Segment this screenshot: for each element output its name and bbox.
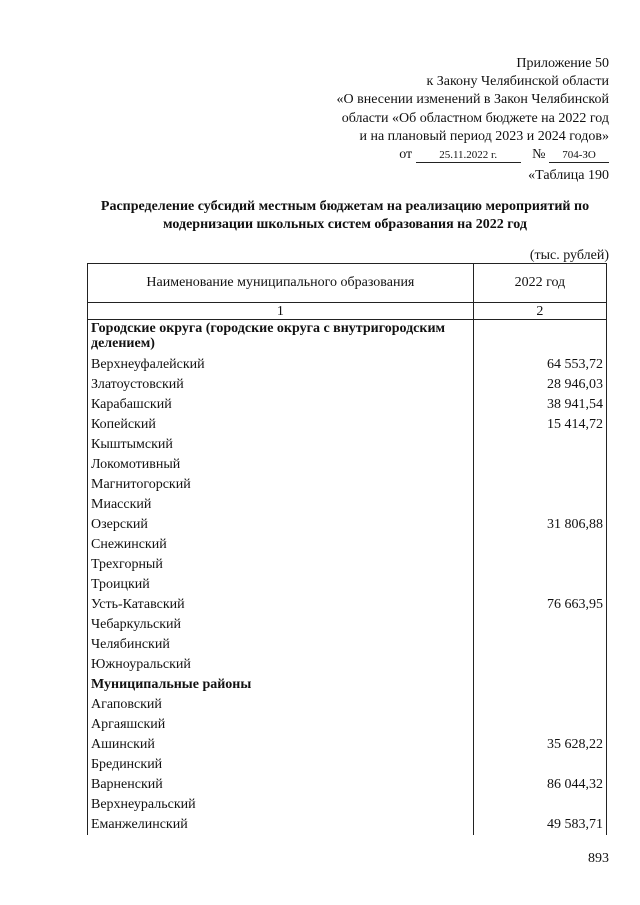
subsidy-value xyxy=(473,615,606,635)
municipality-name: Кыштымский xyxy=(88,435,474,455)
municipality-name: Златоустовский xyxy=(88,375,474,395)
subsidy-value xyxy=(473,655,606,675)
number-label: № xyxy=(532,147,546,163)
subsidy-value xyxy=(473,495,606,515)
municipality-name: Миасский xyxy=(88,495,474,515)
column-number-1: 1 xyxy=(88,303,474,320)
subsidy-value xyxy=(473,320,606,356)
table-body xyxy=(88,320,607,836)
table-row xyxy=(88,755,607,775)
table-row xyxy=(88,495,607,515)
subsidy-value: 35 628,22 xyxy=(473,735,606,755)
subsidy-value xyxy=(473,455,606,475)
subsidy-value xyxy=(473,795,606,815)
municipality-name: Троицкий xyxy=(88,575,474,595)
municipality-name: Карабашский xyxy=(88,395,474,415)
subsidy-value xyxy=(473,435,606,455)
page-number: 893 xyxy=(588,851,609,866)
appendix-line: и на плановый период 2023 и 2024 годов» xyxy=(359,128,609,144)
subsidy-value xyxy=(473,575,606,595)
table-row xyxy=(88,455,607,475)
subsidy-value: 76 663,95 xyxy=(473,595,606,615)
appendix-line: Приложение 50 xyxy=(516,56,609,71)
appendix-line: «О внесении изменений в Закон Челябинской xyxy=(336,92,609,108)
subsidy-value xyxy=(473,635,606,655)
table-row xyxy=(88,695,607,715)
subsidy-value: 28 946,03 xyxy=(473,375,606,395)
subsidy-value: 38 941,54 xyxy=(473,395,606,415)
table-row xyxy=(88,615,607,635)
subsidy-value: 31 806,88 xyxy=(473,515,606,535)
table-row xyxy=(88,515,607,535)
table-row xyxy=(88,815,607,835)
municipality-name: Южноуральский xyxy=(88,655,474,675)
municipality-name: Магнитогорский xyxy=(88,475,474,495)
municipality-name: Трехгорный xyxy=(88,555,474,575)
subsidy-value: 49 583,71 xyxy=(473,815,606,835)
subsidy-value: 64 553,72 xyxy=(473,355,606,375)
law-date: 25.11.2022 г. xyxy=(416,148,521,163)
subsidy-table xyxy=(87,263,607,835)
subsidy-value xyxy=(473,555,606,575)
municipality-name: Городские округа (городские округа с внутригородским делением) xyxy=(88,320,474,356)
subsidy-value xyxy=(473,695,606,715)
law-number: 704-ЗО xyxy=(549,148,609,163)
municipality-name: Усть-Катавский xyxy=(88,595,474,615)
municipality-name: Чебаркульский xyxy=(88,615,474,635)
municipality-name: Муниципальные районы xyxy=(88,675,474,695)
subsidy-value xyxy=(473,715,606,735)
table-row xyxy=(88,795,607,815)
table-group-row xyxy=(88,675,607,695)
municipality-name: Варненский xyxy=(88,775,474,795)
appendix-header xyxy=(337,55,610,164)
municipality-name: Агаповский xyxy=(88,695,474,715)
table-row xyxy=(88,375,607,395)
table-row xyxy=(88,535,607,555)
table-group-row xyxy=(88,320,607,356)
table-row xyxy=(88,435,607,455)
document-title: Распределение субсидий местным бюджетам на реализацию мероприятий по модернизации школьных систем образования на 2022 год xyxy=(100,199,590,232)
municipality-name: Локомотивный xyxy=(88,455,474,475)
table-row xyxy=(88,635,607,655)
table-row xyxy=(88,655,607,675)
column-header-year: 2022 год xyxy=(473,264,606,303)
table-row xyxy=(88,355,607,375)
table-row xyxy=(88,575,607,595)
table-row xyxy=(88,595,607,615)
table-row xyxy=(88,395,607,415)
municipality-name: Еманжелинский xyxy=(88,815,474,835)
municipality-name: Ашинский xyxy=(88,735,474,755)
subsidy-value xyxy=(473,475,606,495)
table-row xyxy=(88,555,607,575)
subsidy-value: 86 044,32 xyxy=(473,775,606,795)
municipality-name: Снежинский xyxy=(88,535,474,555)
law-date-number-line xyxy=(337,146,610,164)
table-row xyxy=(88,715,607,735)
subsidy-table-container xyxy=(87,263,607,835)
column-header-municipality: Наименование муниципального образования xyxy=(88,264,474,303)
table-reference: «Таблица 190 xyxy=(528,168,609,183)
municipality-name: Копейский xyxy=(88,415,474,435)
column-number-2: 2 xyxy=(473,303,606,320)
table-row xyxy=(88,735,607,755)
units-label: (тыс. рублей) xyxy=(529,248,609,263)
municipality-name: Верхнеуфалейский xyxy=(88,355,474,375)
subsidy-value xyxy=(473,755,606,775)
from-label: от xyxy=(399,147,413,163)
municipality-name: Челябинский xyxy=(88,635,474,655)
table-row xyxy=(88,475,607,495)
appendix-line: области «Об областном бюджете на 2022 год xyxy=(341,110,609,126)
table-row xyxy=(88,775,607,795)
municipality-name: Верхнеуральский xyxy=(88,795,474,815)
appendix-line: к Закону Челябинской области xyxy=(426,74,609,90)
municipality-name: Озерский xyxy=(88,515,474,535)
table-row xyxy=(88,415,607,435)
municipality-name: Аргаяшский xyxy=(88,715,474,735)
subsidy-value xyxy=(473,675,606,695)
subsidy-value: 15 414,72 xyxy=(473,415,606,435)
subsidy-value xyxy=(473,535,606,555)
municipality-name: Брединский xyxy=(88,755,474,775)
